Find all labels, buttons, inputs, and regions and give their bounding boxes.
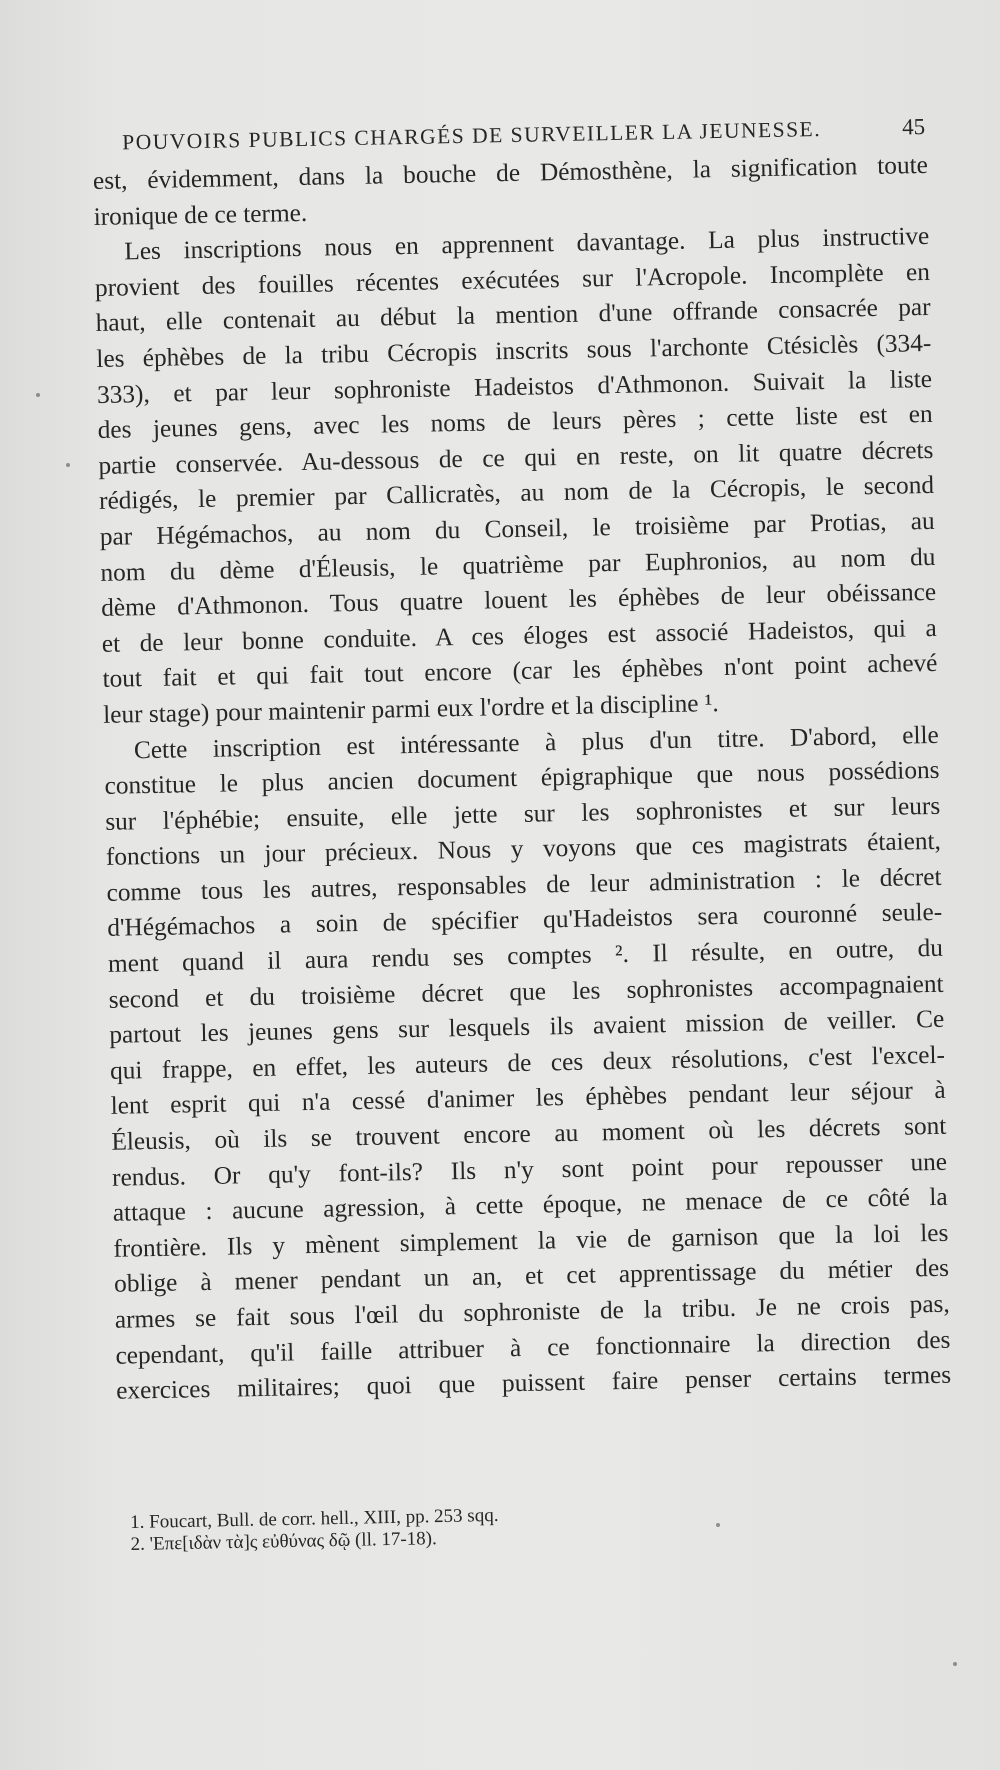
text-line: leur stage) pour maintenir parmi eux l'ordre et la discipline ¹. bbox=[102, 688, 719, 729]
text-line: cependant, qu'il faille attribuer à ce fonctionnaire la direction des bbox=[115, 1325, 951, 1370]
main-text-block bbox=[92, 114, 951, 1410]
margin-speck bbox=[66, 463, 70, 467]
text-line: des jeunes gens, avec les noms de leurs pères ; cette liste est en bbox=[97, 400, 933, 445]
margin-speck bbox=[953, 1662, 957, 1666]
text-line: et de leur bonne conduite. A ces éloges est associé Hadeistos, qui a bbox=[101, 613, 937, 658]
body-text bbox=[93, 148, 952, 1410]
text-line: provient des fouilles récentes exécutées sur l'Acropole. Incomplète en bbox=[94, 257, 931, 302]
text-line: comme tous les autres, responsables de leur administration : le décret bbox=[106, 862, 942, 907]
text-line: 333), et par leur sophroniste Hadeistos d'Athmonon. Suivait la liste bbox=[96, 364, 933, 409]
text-line: second et du troisième décret que les sophronistes accompagnaient bbox=[108, 969, 944, 1014]
text-line: partout les jeunes gens sur lesquels ils avaient mission de veiller. Ce bbox=[109, 1005, 945, 1050]
text-line: dème d'Athmonon. Tous quatre louent les éphèbes de leur obéissance bbox=[100, 578, 937, 623]
text-line: attaque : aucune agression, à cette époque, ne menace de ce côté la bbox=[112, 1182, 948, 1228]
margin-speck bbox=[716, 1523, 720, 1527]
text-line: nom du dème d'Éleusis, le quatrième par Euphronios, au nom du bbox=[100, 542, 936, 587]
text-line: exercices militaires; quoi que puissent faire penser certains termes bbox=[115, 1360, 952, 1405]
text-line: sur l'éphébie; ensuite, elle jette sur les sophronistes et sur leurs bbox=[105, 791, 941, 836]
footnotes bbox=[130, 1499, 831, 1556]
text-line: partie conservée. Au-dessous de ce qui en reste, on lit quatre décrets bbox=[98, 435, 934, 480]
text-line: constitue le plus ancien document épigraphique que nous possédions bbox=[104, 755, 940, 800]
footnote-1: 1. Foucart, Bull. de corr. hell., XIII, pp. 253 sqq. bbox=[130, 1504, 499, 1533]
text-line: d'Hégémachos a soin de spécifier qu'Hadeistos sera couronné seule- bbox=[107, 898, 943, 943]
text-line: armes se fait sous l'œil du sophroniste de la tribu. Je ne crois pas, bbox=[114, 1289, 950, 1334]
page-number: 45 bbox=[901, 114, 926, 140]
text-line: rendus. Or qu'y font-ils? Ils n'y sont point pour repousser une bbox=[111, 1147, 948, 1192]
text-line: tout fait et qui fait tout encore (car les éphèbes n'ont point achevé bbox=[102, 649, 938, 694]
text-line: qui frappe, en effet, les auteurs de ces deux résolutions, c'est l'excel- bbox=[109, 1040, 946, 1085]
running-head-title: POUVOIRS PUBLICS CHARGÉS DE SURVEILLER LA JEUNESSE. bbox=[122, 117, 822, 155]
text-line: Éleusis, où ils se trouvent encore au moment où les décrets sont bbox=[111, 1111, 947, 1156]
text-line: est, évidemment, dans la bouche de Démosthène, la signification toute bbox=[92, 150, 929, 195]
text-line: par Hégémachos, au nom du Conseil, le troisième par Protias, au bbox=[99, 506, 935, 551]
text-line: Cette inscription est intéressante à plus d'un titre. D'abord, elle bbox=[133, 720, 940, 764]
text-line: rédigés, le premier par Callicratès, au nom de la Cécropis, le second bbox=[98, 471, 935, 516]
text-line: oblige à mener pendant un an, et cet apprentissage du métier des bbox=[113, 1254, 950, 1299]
footnote-2: 2. 'Επε[ιδὰν τὰ]ς εὐθύνας δῷ (ll. 17-18). bbox=[130, 1528, 437, 1555]
text-line: les éphèbes de la tribu Cécropis inscrits sous l'archonte Ctésiclès (334- bbox=[96, 328, 932, 373]
text-line: fonctions un jour précieux. Nous y voyons que ces magistrats étaient, bbox=[105, 827, 942, 872]
text-line: ment quand il aura rendu ses comptes ². Il résulte, en outre, du bbox=[107, 933, 944, 978]
margin-speck bbox=[36, 393, 40, 397]
text-line: frontière. Ils y mènent simplement la vie de garnison que la loi les bbox=[113, 1218, 949, 1263]
text-line: lent esprit qui n'a cessé d'animer les éphèbes pendant leur séjour à bbox=[110, 1076, 946, 1121]
text-line: ironique de ce terme. bbox=[93, 198, 308, 231]
text-line: haut, elle contenait au début la mention d'une offrande consacrée par bbox=[95, 293, 931, 338]
text-line: Les inscriptions nous en apprennent davantage. La plus instructive bbox=[124, 222, 930, 266]
running-head bbox=[122, 114, 927, 155]
